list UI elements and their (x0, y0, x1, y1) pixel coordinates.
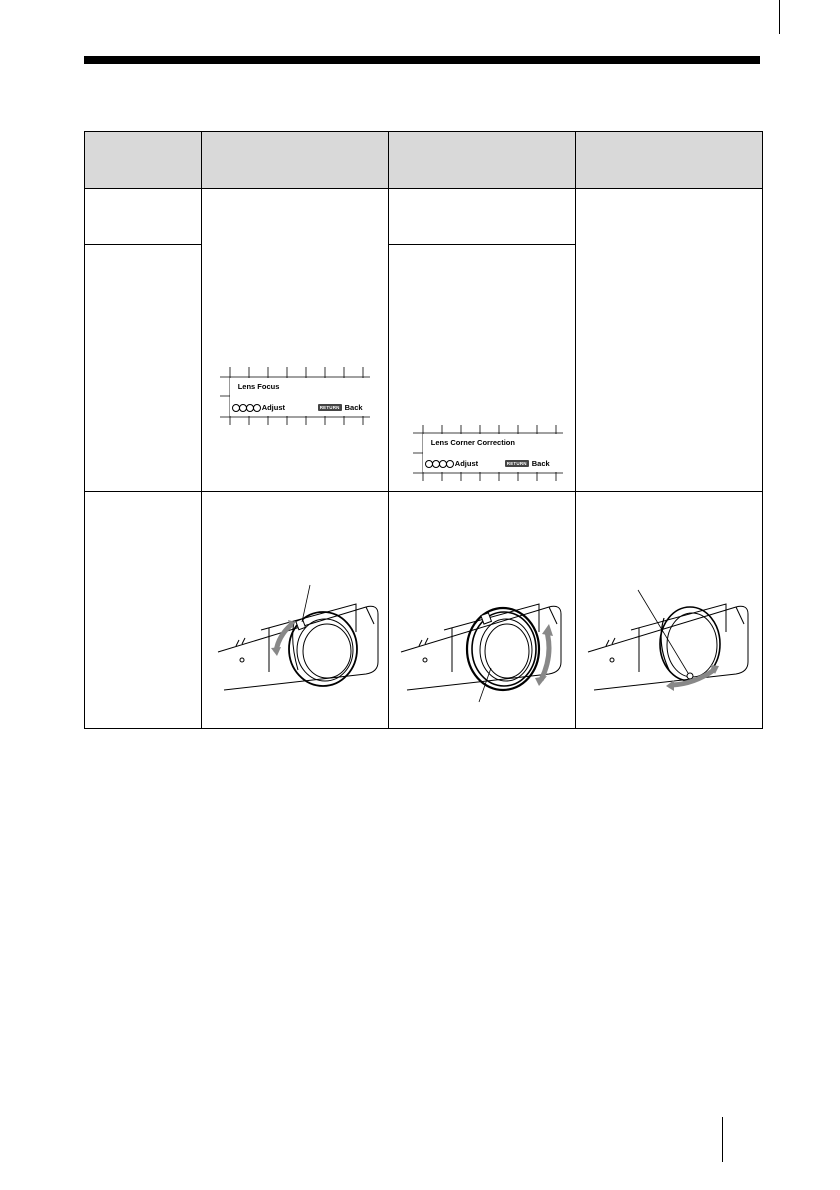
adjust-label: Adjust (454, 459, 479, 468)
table-cell (85, 189, 202, 245)
projector-lens-corner-ring-icon (399, 552, 569, 707)
adjust-label: Adjust (261, 403, 286, 412)
table-row (85, 189, 763, 245)
lens-corner-correction-menu (413, 425, 563, 481)
menu-back-hint (505, 459, 550, 468)
page-edge-mark (722, 1117, 723, 1162)
corner-cell (388, 245, 575, 492)
header-cell (575, 132, 762, 189)
illustration-cell (201, 492, 388, 729)
illustration-cell (575, 492, 762, 729)
table-cell (85, 492, 202, 729)
crop-mark (779, 0, 780, 34)
header-cell (388, 132, 575, 189)
header-cell (85, 132, 202, 189)
header-cell (201, 132, 388, 189)
back-label: Back (344, 403, 363, 412)
menu-grid (413, 425, 563, 481)
table-cell (85, 245, 202, 492)
menu-back-hint (318, 403, 363, 412)
projector-lens-lever-icon (586, 552, 756, 697)
return-key-icon: RETURN (506, 461, 527, 466)
arrow-buttons-icon (425, 460, 453, 468)
menu-adjust-hint (232, 403, 285, 412)
arrow-buttons-icon (232, 404, 260, 412)
table-cell (575, 189, 762, 492)
menu-grid (220, 367, 370, 425)
menu-title: Lens Corner Correction (430, 438, 515, 447)
menu-adjust-hint (425, 459, 478, 468)
return-key-icon: RETURN (319, 405, 340, 410)
menu-title: Lens Focus (237, 382, 280, 391)
projector-lens-focus-ring-icon (216, 552, 386, 697)
lens-adjustment-table (84, 131, 763, 729)
lens-focus-menu (220, 367, 370, 425)
table-cell (388, 189, 575, 245)
table-header-row (85, 132, 763, 189)
focus-cell (201, 189, 388, 492)
table-row (85, 492, 763, 729)
back-label: Back (531, 459, 550, 468)
illustration-cell (388, 492, 575, 729)
header-rule (84, 56, 760, 64)
